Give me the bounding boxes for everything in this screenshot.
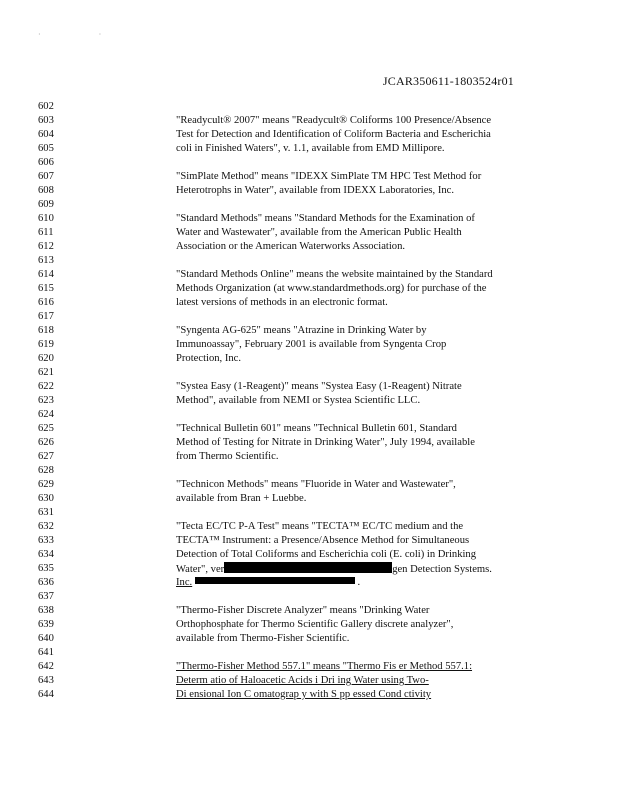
line-number: 617 bbox=[38, 311, 54, 322]
line-642 bbox=[0, 660, 618, 674]
line-625 bbox=[0, 422, 618, 436]
line-number: 611 bbox=[38, 227, 54, 238]
line-629 bbox=[0, 478, 618, 492]
line-text: TECTA™ Instrument: a Presence/Absence Method for Simultaneous bbox=[176, 535, 470, 546]
line-622 bbox=[0, 380, 618, 394]
line-number: 603 bbox=[38, 115, 54, 126]
line-638 bbox=[0, 604, 618, 618]
line-623 bbox=[0, 394, 618, 408]
line-number: 639 bbox=[38, 619, 54, 630]
line-number: 616 bbox=[38, 297, 54, 308]
line-number: 630 bbox=[38, 493, 54, 504]
redaction-block bbox=[195, 577, 355, 584]
line-606 bbox=[0, 156, 618, 170]
line-text: Methods Organization (at www.standardmethods.org) for purchase of the bbox=[176, 283, 487, 294]
line-626 bbox=[0, 436, 618, 450]
line-632 bbox=[0, 520, 618, 534]
line-number: 642 bbox=[38, 661, 54, 672]
line-number: 631 bbox=[38, 507, 54, 518]
line-618 bbox=[0, 324, 618, 338]
line-644 bbox=[0, 688, 618, 702]
line-number: 609 bbox=[38, 199, 54, 210]
line-614 bbox=[0, 268, 618, 282]
line-text: "Thermo-Fisher Method 557.1" means "Thermo Fis er Method 557.1: bbox=[176, 661, 473, 672]
line-number: 636 bbox=[38, 577, 54, 588]
line-text: Detection of Total Coliforms and Escherichia coli (E. coli) in Drinking bbox=[176, 549, 477, 560]
line-639 bbox=[0, 618, 618, 632]
line-number: 621 bbox=[38, 367, 54, 378]
line-628 bbox=[0, 464, 618, 478]
line-643 bbox=[0, 674, 618, 688]
line-number: 614 bbox=[38, 269, 54, 280]
line-number: 604 bbox=[38, 129, 54, 140]
line-number: 634 bbox=[38, 549, 54, 560]
line-text: "Readycult® 2007" means "Readycult® Coliforms 100 Presence/Absence bbox=[176, 115, 492, 126]
line-number: 618 bbox=[38, 325, 54, 336]
line-number: 625 bbox=[38, 423, 54, 434]
line-number: 620 bbox=[38, 353, 54, 364]
line-number: 610 bbox=[38, 213, 54, 224]
line-text: available from Bran + Luebbe. bbox=[176, 493, 307, 504]
line-number: 607 bbox=[38, 171, 54, 182]
line-text: Water and Wastewater", available from the American Public Health bbox=[176, 227, 462, 238]
line-text bbox=[176, 576, 360, 590]
line-text: Protection, Inc. bbox=[176, 353, 242, 364]
line-number: 637 bbox=[38, 591, 54, 602]
line-616 bbox=[0, 296, 618, 310]
line-624 bbox=[0, 408, 618, 422]
line-number: 619 bbox=[38, 339, 54, 350]
scan-specks: · · bbox=[38, 30, 130, 39]
line-text: "SimPlate Method" means "IDEXX SimPlate TM HPC Test Method for bbox=[176, 171, 482, 182]
line-number: 608 bbox=[38, 185, 54, 196]
line-607 bbox=[0, 170, 618, 184]
line-633 bbox=[0, 534, 618, 548]
redaction-block bbox=[224, 562, 392, 573]
line-number: 602 bbox=[38, 101, 54, 112]
line-627 bbox=[0, 450, 618, 464]
line-number: 606 bbox=[38, 157, 54, 168]
line-number: 623 bbox=[38, 395, 54, 406]
line-number: 633 bbox=[38, 535, 54, 546]
line-609 bbox=[0, 198, 618, 212]
line-637 bbox=[0, 590, 618, 604]
line-number: 644 bbox=[38, 689, 54, 700]
line-text: Method", available from NEMI or Systea Scientific LLC. bbox=[176, 395, 421, 406]
line-text: Determ atio of Haloacetic Acids i Dri ing Water using Two- bbox=[176, 675, 429, 686]
line-text-visible: Water", ver bbox=[176, 564, 225, 575]
line-613 bbox=[0, 254, 618, 268]
line-text: available from Thermo-Fisher Scientific. bbox=[176, 633, 350, 644]
line-number: 641 bbox=[38, 647, 54, 658]
line-number: 624 bbox=[38, 409, 54, 420]
line-text: latest versions of methods in an electronic format. bbox=[176, 297, 388, 308]
line-number: 632 bbox=[38, 521, 54, 532]
line-number: 638 bbox=[38, 605, 54, 616]
line-text: "Tecta EC/TC P-A Test" means "TECTA™ EC/TC medium and the bbox=[176, 521, 464, 532]
line-630 bbox=[0, 492, 618, 506]
line-number: 622 bbox=[38, 381, 54, 392]
line-608 bbox=[0, 184, 618, 198]
line-text-tail: . bbox=[357, 577, 361, 588]
line-604 bbox=[0, 128, 618, 142]
line-634 bbox=[0, 548, 618, 562]
line-number: 612 bbox=[38, 241, 54, 252]
line-number: 643 bbox=[38, 675, 54, 686]
line-number: 640 bbox=[38, 633, 54, 644]
line-635 bbox=[0, 562, 618, 576]
line-text: Test for Detection and Identification of Coliform Bacteria and Escherichia bbox=[176, 129, 491, 140]
line-number: 635 bbox=[38, 563, 54, 574]
line-number: 627 bbox=[38, 451, 54, 462]
line-number: 613 bbox=[38, 255, 54, 266]
line-text: "Technicon Methods" means "Fluoride in Water and Wastewater", bbox=[176, 479, 456, 490]
line-631 bbox=[0, 506, 618, 520]
line-text: "Thermo-Fisher Discrete Analyzer" means "Drinking Water bbox=[176, 605, 430, 616]
line-text: "Syngenta AG-625" means "Atrazine in Drinking Water by bbox=[176, 325, 427, 336]
line-605 bbox=[0, 142, 618, 156]
line-text: Association or the American Waterworks Association. bbox=[176, 241, 406, 252]
line-text: "Standard Methods Online" means the website maintained by the Standard bbox=[176, 269, 493, 280]
line-number: 615 bbox=[38, 283, 54, 294]
document-id: JCAR350611-1803524r01 bbox=[382, 74, 514, 88]
line-619 bbox=[0, 338, 618, 352]
line-615 bbox=[0, 282, 618, 296]
line-620 bbox=[0, 352, 618, 366]
line-text-visible: Inc. bbox=[176, 577, 193, 588]
line-text: "Standard Methods" means "Standard Methods for the Examination of bbox=[176, 213, 475, 224]
line-603 bbox=[0, 114, 618, 128]
line-text: "Systea Easy (1-Reagent)" means "Systea Easy (1-Reagent) Nitrate bbox=[176, 381, 462, 392]
line-611 bbox=[0, 226, 618, 240]
line-641 bbox=[0, 646, 618, 660]
line-number: 626 bbox=[38, 437, 54, 448]
line-617 bbox=[0, 310, 618, 324]
line-number: 629 bbox=[38, 479, 54, 490]
line-621 bbox=[0, 366, 618, 380]
line-text-tail: gen Detection Systems. bbox=[392, 564, 492, 575]
line-text: Orthophosphate for Thermo Scientific Gallery discrete analyzer", bbox=[176, 619, 454, 630]
line-number: 628 bbox=[38, 465, 54, 476]
line-text: "Technical Bulletin 601" means "Technical Bulletin 601, Standard bbox=[176, 423, 457, 434]
line-640 bbox=[0, 632, 618, 646]
line-text: from Thermo Scientific. bbox=[176, 451, 279, 462]
line-text: coli in Finished Waters", v. 1.1, available from EMD Millipore. bbox=[176, 143, 445, 154]
line-636 bbox=[0, 576, 618, 590]
line-text bbox=[176, 562, 492, 577]
line-text: Immunoassay", February 2001 is available from Syngenta Crop bbox=[176, 339, 447, 350]
line-602 bbox=[0, 100, 618, 114]
line-612 bbox=[0, 240, 618, 254]
line-text: Di ensional Ion C omatograp y with S pp essed Cond ctivity bbox=[176, 689, 432, 700]
line-text: Heterotrophs in Water", available from IDEXX Laboratories, Inc. bbox=[176, 185, 455, 196]
line-610 bbox=[0, 212, 618, 226]
line-text: Method of Testing for Nitrate in Drinking Water", July 1994, available bbox=[176, 437, 475, 448]
line-number: 605 bbox=[38, 143, 54, 154]
